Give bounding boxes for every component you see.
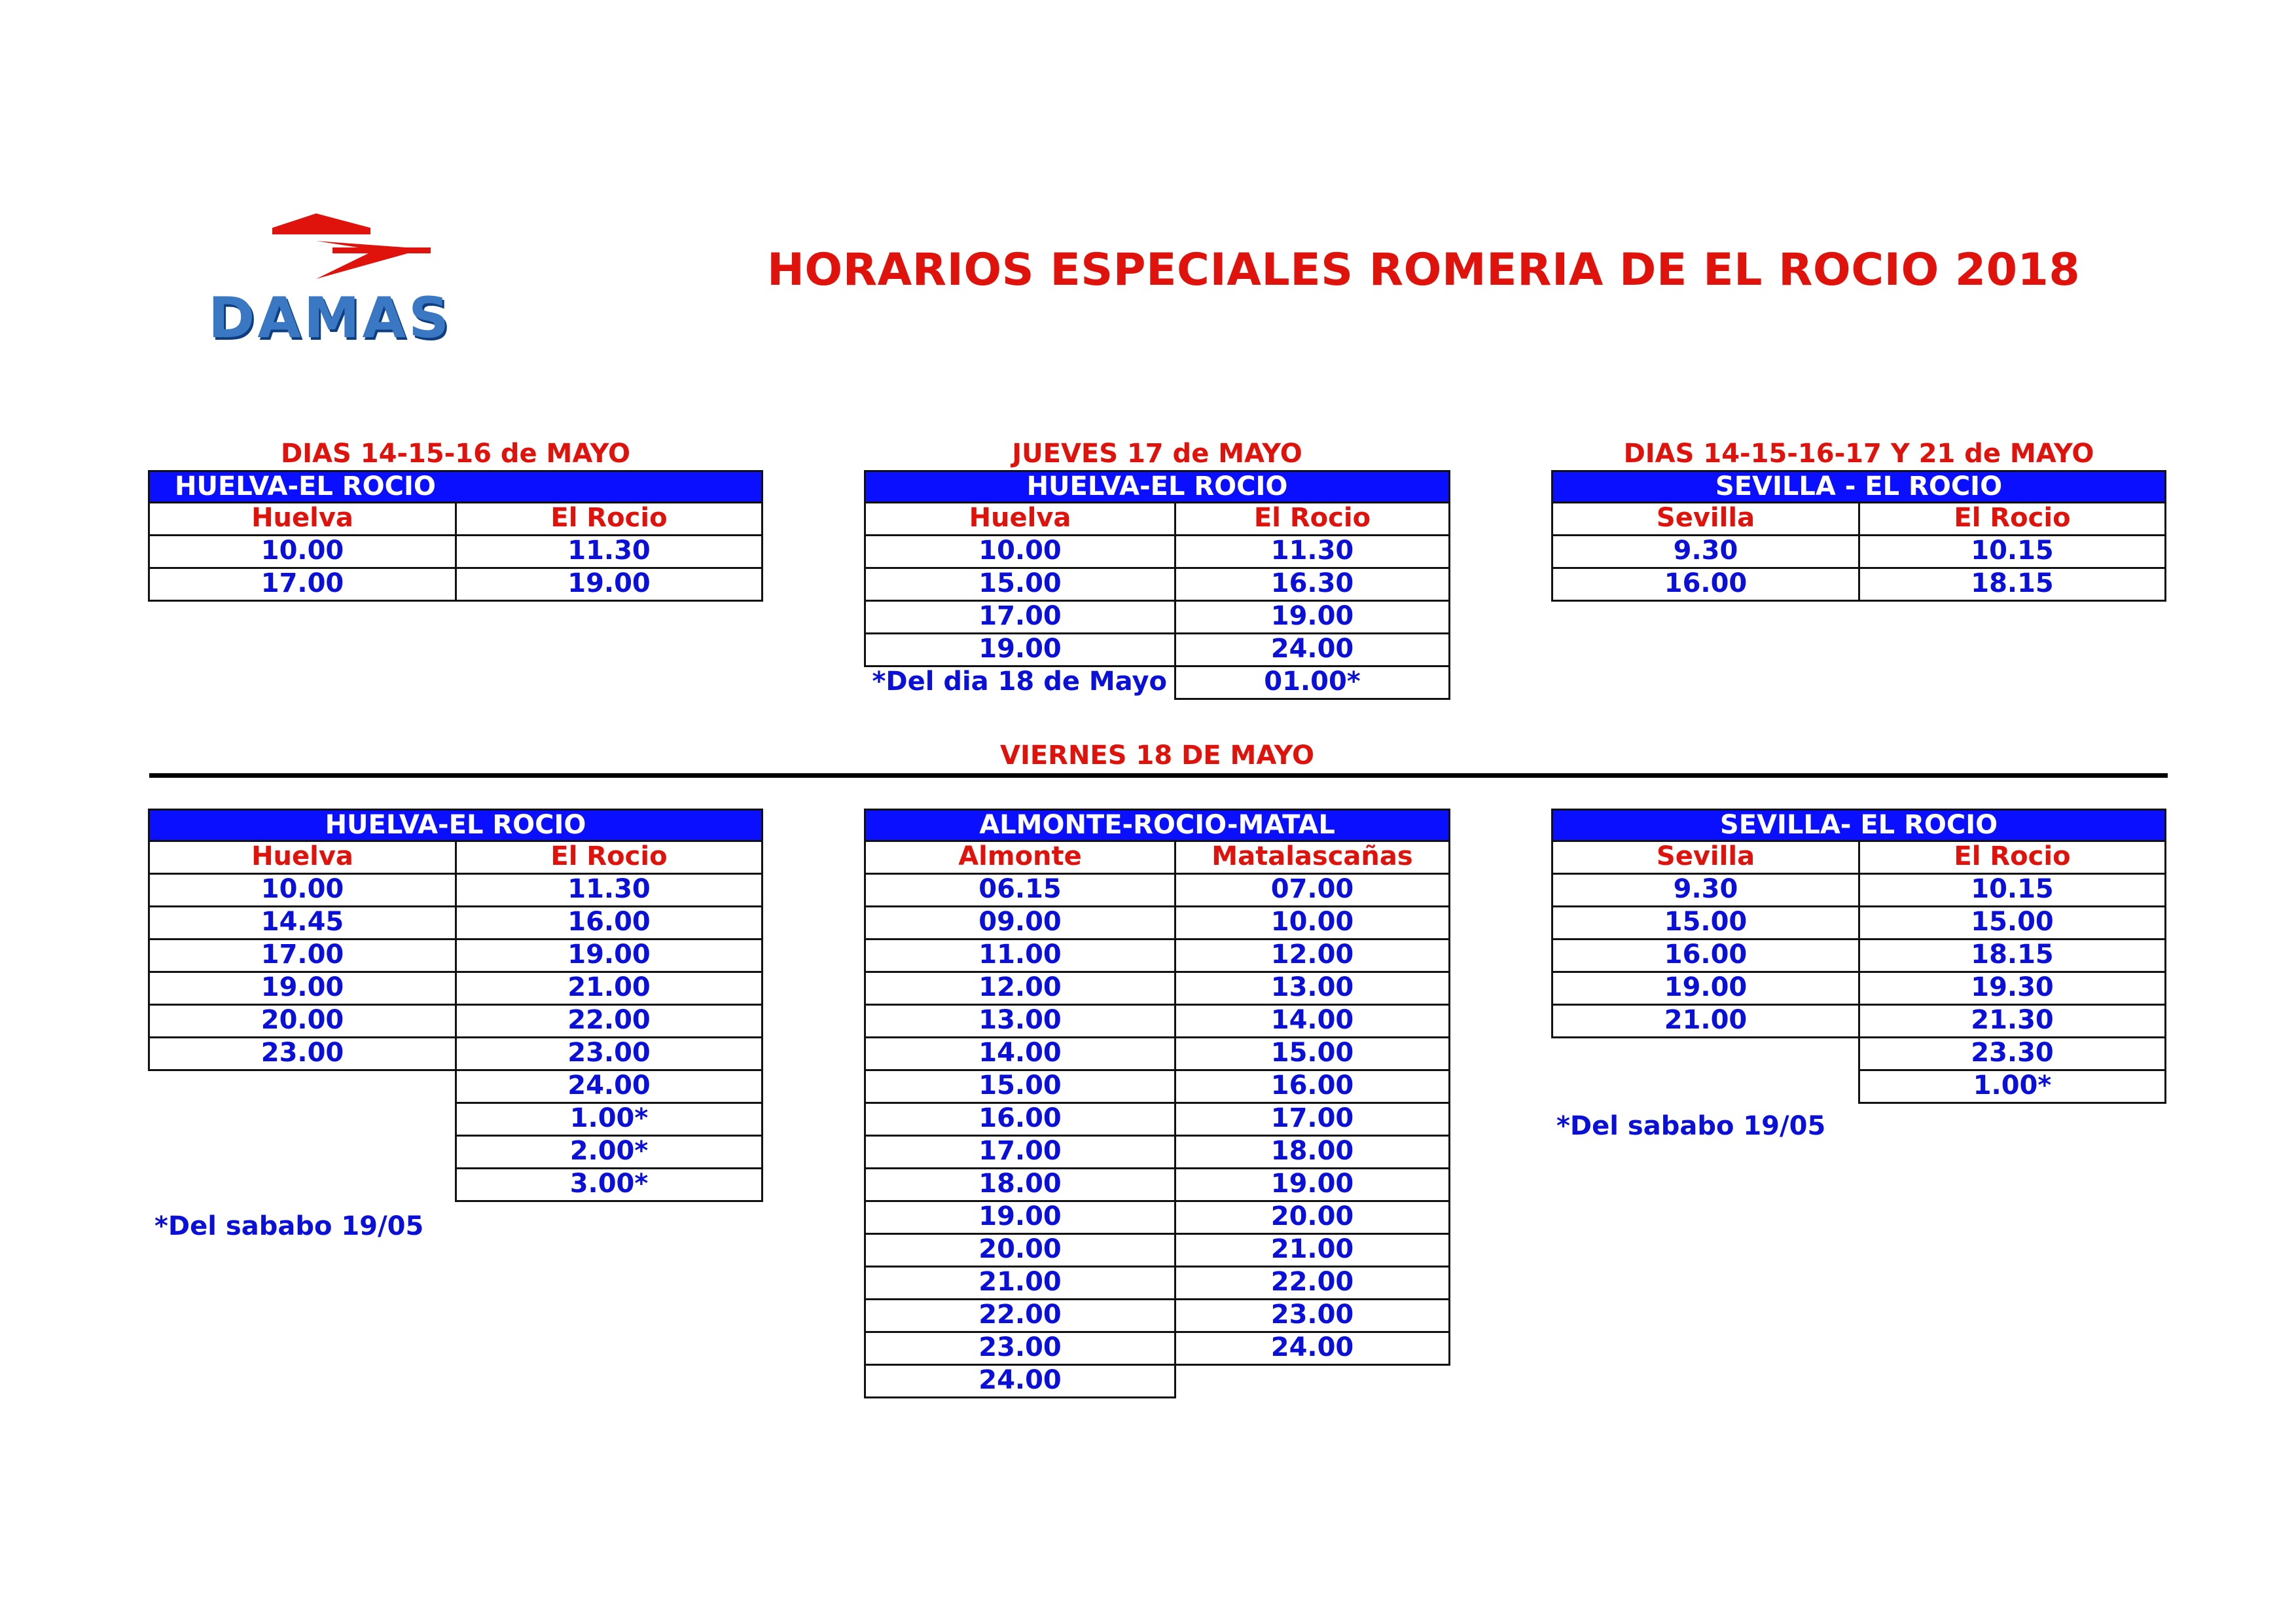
table-row: 16.30 [1174, 567, 1450, 602]
table-row: 16.00 [1551, 938, 1860, 973]
table-b-route-header: HUELVA-EL ROCIO [864, 470, 1450, 503]
table-row: 11.00 [864, 938, 1176, 973]
table-b-col-huelva: Huelva [864, 501, 1176, 536]
table-row: 19.00 [864, 632, 1176, 667]
table-d-note: *Del sababo 19/05 [154, 1211, 424, 1241]
table-f-col-el-rocio: El Rocio [1858, 840, 2166, 875]
table-row: 16.00 [455, 905, 763, 940]
table-row: 16.00 [864, 1102, 1176, 1137]
table-row: 19.00 [1551, 971, 1860, 1006]
table-row: 9.30 [1551, 534, 1860, 569]
table-a-col-el-rocio: El Rocio [455, 501, 763, 536]
table-row: 3.00* [455, 1167, 763, 1202]
table-row: 20.00 [864, 1233, 1176, 1267]
table-row: 21.00 [1174, 1233, 1450, 1267]
table-a-route-header: HUELVA-EL ROCIO [148, 470, 763, 503]
table-row: 18.00 [1174, 1135, 1450, 1169]
table-b-extra-note: *Del dia 18 de Mayo [872, 666, 1167, 697]
table-row: 1.00* [455, 1102, 763, 1137]
table-row: 10.15 [1858, 534, 2166, 569]
table-row: 23.30 [1858, 1036, 2166, 1071]
table-row: 11.30 [1174, 534, 1450, 569]
table-row: 18.15 [1858, 938, 2166, 973]
table-a-date-label: DIAS 14-15-16 de MAYO [280, 439, 631, 469]
table-row: 17.00 [148, 567, 457, 602]
table-row: 22.00 [455, 1004, 763, 1038]
table-b-date-label: JUEVES 17 de MAYO [1012, 439, 1302, 469]
table-d-col-el-rocio: El Rocio [455, 840, 763, 875]
table-row: 19.30 [1858, 971, 2166, 1006]
table-row: 19.00 [455, 567, 763, 602]
table-row: 17.00 [864, 600, 1176, 634]
table-row: 10.00 [148, 873, 457, 907]
table-e-route-header: ALMONTE-ROCIO-MATAL [864, 809, 1450, 842]
table-row: 23.00 [455, 1036, 763, 1071]
table-row: 20.00 [148, 1004, 457, 1038]
table-row: 19.00 [864, 1200, 1176, 1235]
table-row: 21.00 [864, 1266, 1176, 1300]
table-row: 11.30 [455, 873, 763, 907]
table-row: 10.15 [1858, 873, 2166, 907]
table-row: 18.00 [864, 1167, 1176, 1202]
table-row: 06.15 [864, 873, 1176, 907]
table-row: 15.00 [1174, 1036, 1450, 1071]
table-row: 14.00 [1174, 1004, 1450, 1038]
table-row: 16.00 [1551, 567, 1860, 602]
table-row: 1.00* [1858, 1069, 2166, 1104]
table-row: 23.00 [148, 1036, 457, 1071]
table-row: 18.15 [1858, 567, 2166, 602]
table-row: 12.00 [1174, 938, 1450, 973]
table-row: 23.00 [1174, 1298, 1450, 1333]
table-row: 19.00 [455, 938, 763, 973]
table-c-col-el-rocio: El Rocio [1858, 501, 2166, 536]
table-d-col-huelva: Huelva [148, 840, 457, 875]
table-row: 20.00 [1174, 1200, 1450, 1235]
table-row: 15.00 [864, 1069, 1176, 1104]
table-row: 15.00 [1858, 905, 2166, 940]
table-row: 10.00 [148, 534, 457, 569]
table-row: 13.00 [1174, 971, 1450, 1006]
table-row: 14.45 [148, 905, 457, 940]
table-b-extra-value: 01.00* [1174, 665, 1450, 700]
table-row: 17.00 [864, 1135, 1176, 1169]
section-divider [149, 773, 2168, 778]
table-row: 17.00 [148, 938, 457, 973]
table-row: 11.30 [455, 534, 763, 569]
table-row: 22.00 [864, 1298, 1176, 1333]
table-f-note: *Del sababo 19/05 [1556, 1111, 1826, 1141]
table-row: 12.00 [864, 971, 1176, 1006]
table-row: 09.00 [864, 905, 1176, 940]
table-row: 07.00 [1174, 873, 1450, 907]
table-row: 24.00 [864, 1364, 1176, 1398]
table-c-route-header: SEVILLA - EL ROCIO [1551, 470, 2166, 503]
table-row: 22.00 [1174, 1266, 1450, 1300]
table-row: 24.00 [455, 1069, 763, 1104]
table-a-col-huelva: Huelva [148, 501, 457, 536]
table-row: 21.00 [1551, 1004, 1860, 1038]
table-row: 10.00 [1174, 905, 1450, 940]
table-row: 24.00 [1174, 632, 1450, 667]
table-row: 13.00 [864, 1004, 1176, 1038]
table-row: 19.00 [1174, 600, 1450, 634]
table-row: 21.30 [1858, 1004, 2166, 1038]
table-row: 16.00 [1174, 1069, 1450, 1104]
damas-logo [208, 208, 496, 352]
page-title: HORARIOS ESPECIALES ROMERIA DE EL ROCIO 2018 [767, 244, 2081, 296]
viernes-date-label: VIERNES 18 DE MAYO [999, 740, 1315, 771]
table-c-date-label: DIAS 14-15-16-17 Y 21 de MAYO [1623, 439, 2094, 469]
table-row: 19.00 [1174, 1167, 1450, 1202]
table-row: 23.00 [864, 1331, 1176, 1366]
table-row: 15.00 [1551, 905, 1860, 940]
table-e-col-matalascanas: Matalascañas [1174, 840, 1450, 875]
table-row: 19.00 [148, 971, 457, 1006]
table-b-col-el-rocio: El Rocio [1174, 501, 1450, 536]
table-row: 21.00 [455, 971, 763, 1006]
table-row: 9.30 [1551, 873, 1860, 907]
table-c-col-sevilla: Sevilla [1551, 501, 1860, 536]
table-d-route-header: HUELVA-EL ROCIO [148, 809, 763, 842]
table-row: 14.00 [864, 1036, 1176, 1071]
table-e-col-almonte: Almonte [864, 840, 1176, 875]
table-f-route-header: SEVILLA- EL ROCIO [1551, 809, 2166, 842]
table-row: 2.00* [455, 1135, 763, 1169]
table-row: 17.00 [1174, 1102, 1450, 1137]
table-f-col-sevilla: Sevilla [1551, 840, 1860, 875]
damas-logo-text: DAMAS [208, 285, 452, 351]
table-row: 24.00 [1174, 1331, 1450, 1366]
table-row: 15.00 [864, 567, 1176, 602]
table-row: 10.00 [864, 534, 1176, 569]
